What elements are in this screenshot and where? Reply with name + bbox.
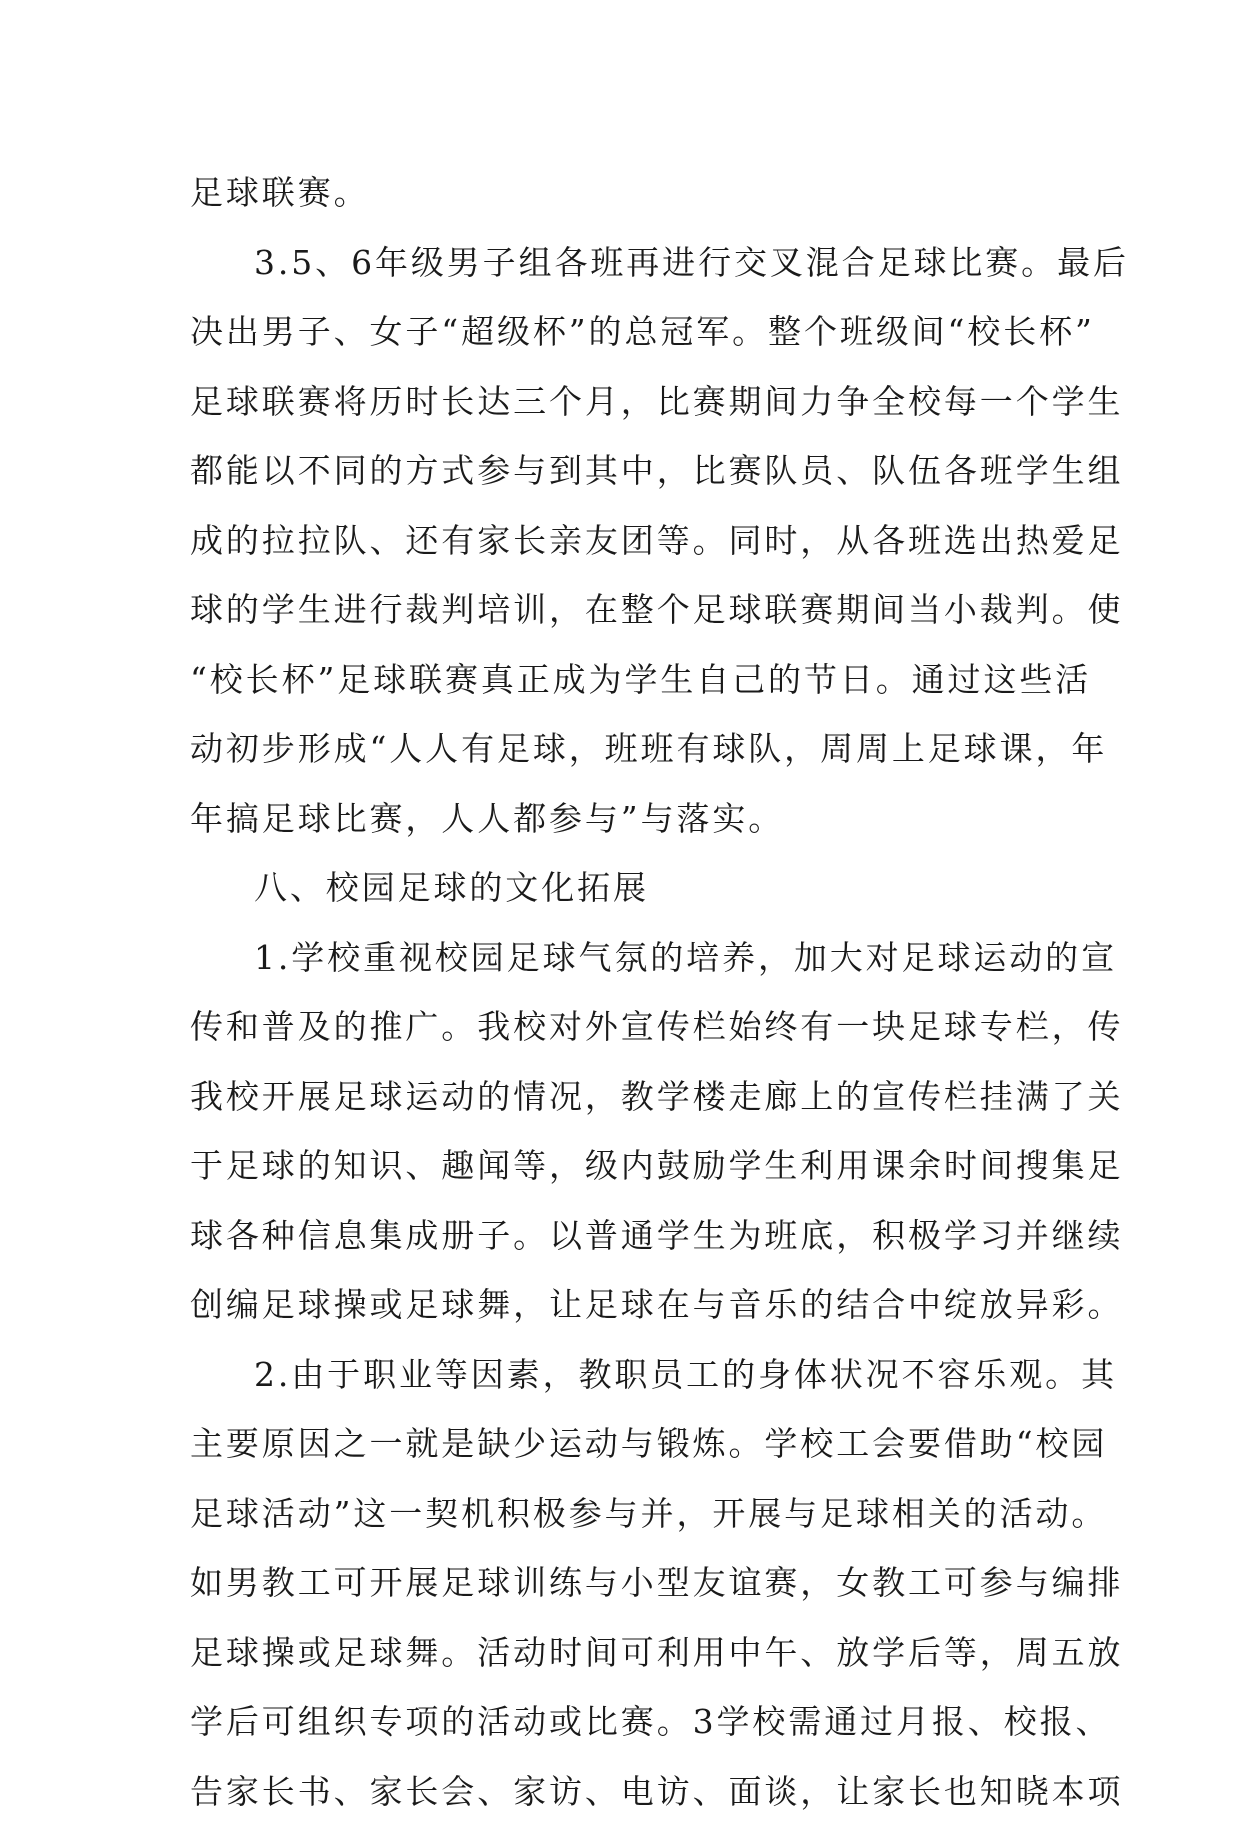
text-line: 学后可组织专项的活动或比赛。3学校需通过月报、校报、 <box>190 1687 1070 1757</box>
text-line: 我校开展足球运动的情况，教学楼走廊上的宣传栏挂满了关 <box>190 1062 1070 1132</box>
text-line: 如男教工可开展足球训练与小型友谊赛，女教工可参与编排 <box>190 1548 1070 1618</box>
paragraph-first-line: 2.由于职业等因素，教职员工的身体状况不容乐观。其 <box>190 1340 1070 1410</box>
paragraph-first-line: 3.5、6年级男子组各班再进行交叉混合足球比赛。最后 <box>190 228 1070 298</box>
text-line: 足球操或足球舞。活动时间可利用中午、放学后等，周五放 <box>190 1618 1070 1688</box>
paragraph-first-line: 八、校园足球的文化拓展 <box>190 853 1070 923</box>
text-line: 球的学生进行裁判培训，在整个足球联赛期间当小裁判。使 <box>190 575 1070 645</box>
text-line: 都能以不同的方式参与到其中，比赛队员、队伍各班学生组 <box>190 436 1070 506</box>
text-line: 告家长书、家长会、家访、电访、面谈，让家长也知晓本项 <box>190 1757 1070 1826</box>
text-line: 动初步形成“人人有足球，班班有球队，周周上足球课，年 <box>190 714 1070 784</box>
text-line: 足球联赛将历时长达三个月，比赛期间力争全校每一个学生 <box>190 367 1070 437</box>
text-line: 足球活动”这一契机积极参与并，开展与足球相关的活动。 <box>190 1479 1070 1549</box>
text-line: 成的拉拉队、还有家长亲友团等。同时，从各班选出热爱足 <box>190 506 1070 576</box>
text-line: 球各种信息集成册子。以普通学生为班底，积极学习并继续 <box>190 1201 1070 1271</box>
document-body <box>190 158 1070 1826</box>
text-line: 年搞足球比赛，人人都参与”与落实。 <box>190 784 1070 854</box>
text-line: 决出男子、女子“超级杯”的总冠军。整个班级间“校长杯” <box>190 297 1070 367</box>
text-line: 足球联赛。 <box>190 158 1070 228</box>
text-line: 主要原因之一就是缺少运动与锻炼。学校工会要借助“校园 <box>190 1409 1070 1479</box>
text-line: 传和普及的推广。我校对外宣传栏始终有一块足球专栏，传 <box>190 992 1070 1062</box>
text-line: “校长杯”足球联赛真正成为学生自己的节日。通过这些活 <box>190 645 1070 715</box>
text-line: 于足球的知识、趣闻等，级内鼓励学生利用课余时间搜集足 <box>190 1131 1070 1201</box>
paragraph-first-line: 1.学校重视校园足球气氛的培养，加大对足球运动的宣 <box>190 923 1070 993</box>
text-line: 创编足球操或足球舞，让足球在与音乐的结合中绽放异彩。 <box>190 1270 1070 1340</box>
